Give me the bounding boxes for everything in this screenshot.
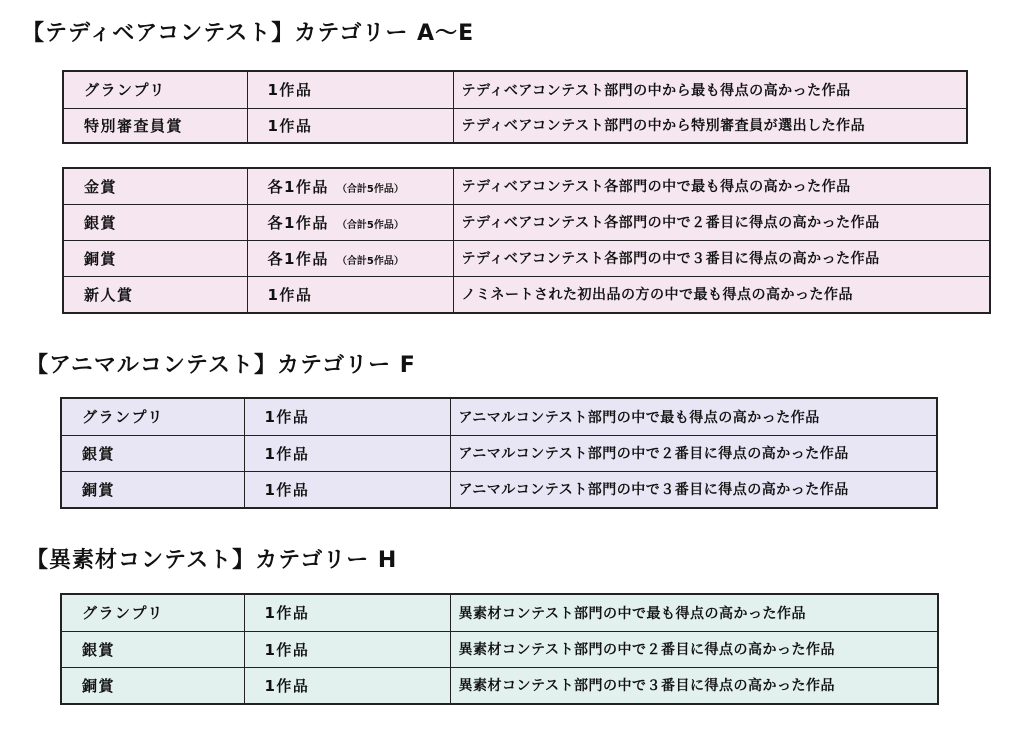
animal-contest-heading: 【アニマルコンテスト】カテゴリー F <box>26 353 416 378</box>
award-description: アニマルコンテスト部門の中で最も得点の高かった作品 <box>450 398 937 435</box>
award-description: 異素材コンテスト部門の中で３番目に得点の高かった作品 <box>450 667 938 704</box>
award-description: テディベアコンテスト部門の中から最も得点の高かった作品 <box>453 71 967 108</box>
teddy-medal-awards-table <box>62 167 991 314</box>
animal-awards-table <box>60 397 938 509</box>
award-name: グランプリ <box>63 71 247 108</box>
award-name: グランプリ <box>61 398 244 435</box>
award-count <box>247 168 453 204</box>
table-row <box>61 435 937 471</box>
table-row <box>61 398 937 435</box>
award-count: 1作品 <box>247 71 453 108</box>
table-row <box>61 471 937 508</box>
award-name: 金賞 <box>63 168 247 204</box>
award-description: テディベアコンテスト各部門の中で２番目に得点の高かった作品 <box>453 204 990 240</box>
award-description: 異素材コンテスト部門の中で２番目に得点の高かった作品 <box>450 631 938 667</box>
teddy-contest-heading: 【テディベアコンテスト】カテゴリー A〜E <box>22 21 475 46</box>
award-count: 1作品 <box>244 631 450 667</box>
award-description: テディベアコンテスト各部門の中で最も得点の高かった作品 <box>453 168 990 204</box>
table-row <box>61 594 938 631</box>
award-count <box>247 240 453 276</box>
teddy-special-awards-table <box>62 70 968 144</box>
award-name: グランプリ <box>61 594 244 631</box>
award-name: 銅賞 <box>61 471 244 508</box>
award-count: 1作品 <box>244 667 450 704</box>
award-count: 1作品 <box>244 471 450 508</box>
award-name: 銀賞 <box>63 204 247 240</box>
table-row <box>63 168 990 204</box>
award-name: 銅賞 <box>63 240 247 276</box>
table-row <box>63 108 967 143</box>
award-count-note: （合計5作品） <box>336 183 404 195</box>
award-name: 銀賞 <box>61 631 244 667</box>
award-description: テディベアコンテスト部門の中から特別審査員が選出した作品 <box>453 108 967 143</box>
award-count: 1作品 <box>247 276 453 313</box>
table-row <box>63 204 990 240</box>
award-name: 特別審査員賞 <box>63 108 247 143</box>
award-count: 1作品 <box>244 594 450 631</box>
award-description: アニマルコンテスト部門の中で３番目に得点の高かった作品 <box>450 471 937 508</box>
award-count-value: 各1作品 <box>267 249 329 268</box>
table-row <box>63 240 990 276</box>
award-count: 1作品 <box>247 108 453 143</box>
award-name: 銀賞 <box>61 435 244 471</box>
award-description: アニマルコンテスト部門の中で２番目に得点の高かった作品 <box>450 435 937 471</box>
award-description: ノミネートされた初出品の方の中で最も得点の高かった作品 <box>453 276 990 313</box>
table-row <box>63 71 967 108</box>
award-description: テディベアコンテスト各部門の中で３番目に得点の高かった作品 <box>453 240 990 276</box>
award-count <box>247 204 453 240</box>
material-awards-table <box>60 593 939 705</box>
award-count-value: 各1作品 <box>267 213 329 232</box>
table-row <box>61 667 938 704</box>
award-description: 異素材コンテスト部門の中で最も得点の高かった作品 <box>450 594 938 631</box>
award-count-note: （合計5作品） <box>336 219 404 231</box>
award-count: 1作品 <box>244 398 450 435</box>
award-name: 銅賞 <box>61 667 244 704</box>
award-count: 1作品 <box>244 435 450 471</box>
table-row <box>63 276 990 313</box>
award-count-value: 各1作品 <box>267 177 329 196</box>
material-contest-heading: 【異素材コンテスト】カテゴリー H <box>26 548 398 573</box>
award-name: 新人賞 <box>63 276 247 313</box>
table-row <box>61 631 938 667</box>
award-count-note: （合計5作品） <box>336 255 404 267</box>
